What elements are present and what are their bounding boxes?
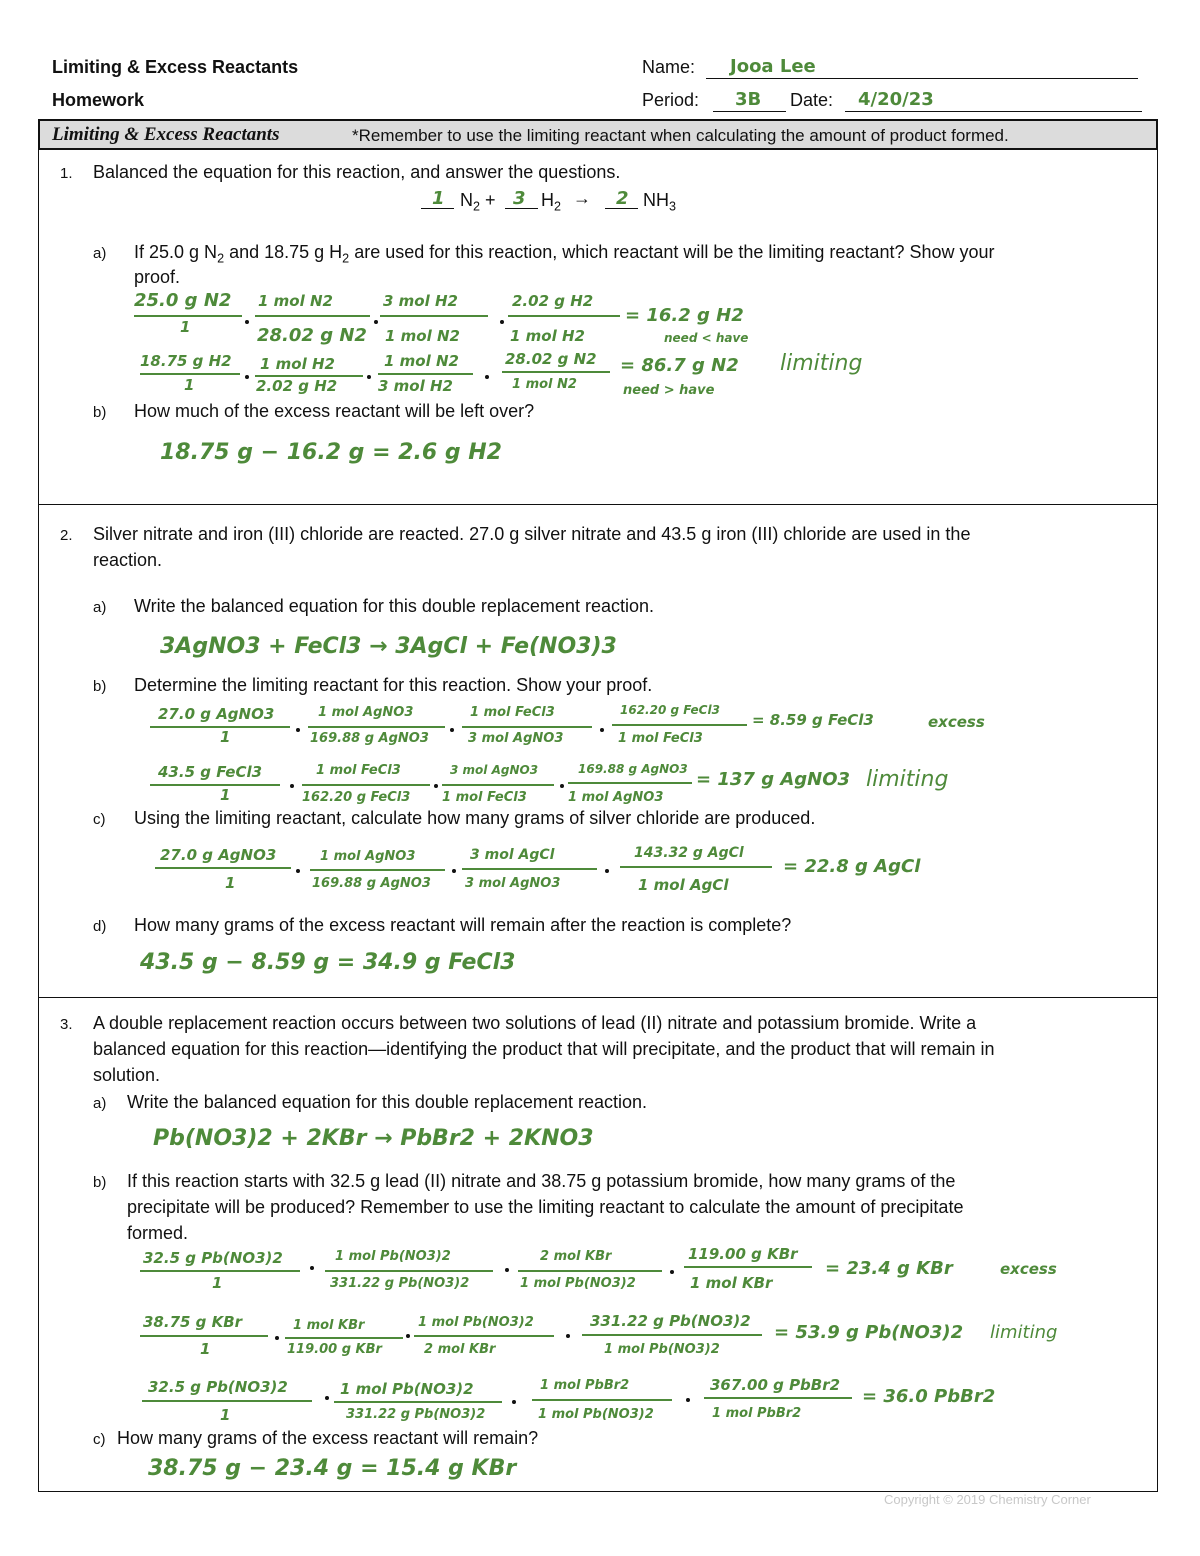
q2-w2-b-den: 162.20 g FeCl3 — [302, 790, 411, 805]
q2-w2-a-den: 1 — [220, 786, 231, 804]
q1-w2-a-bar — [140, 373, 240, 375]
q3a-text: Write the balanced equation for this double replacement reaction. — [127, 1092, 647, 1112]
q3-w1-c-den: 1 mol Pb(NO3)2 — [520, 1276, 636, 1291]
times-dot — [512, 1400, 516, 1404]
times-dot — [600, 728, 604, 732]
q1a-text-cont: proof. — [134, 267, 181, 287]
q3-w1-b-den: 331.22 g Pb(NO3)2 — [330, 1276, 470, 1291]
q2c-w-d-bar — [620, 866, 772, 868]
q1-w2-note: need > have — [623, 383, 715, 398]
q2-w2-result: = 137 g AgNO3 — [696, 769, 851, 790]
q3-w3-d-bar — [704, 1397, 852, 1399]
q3-w3-a-den: 1 — [220, 1406, 231, 1424]
q2-w2-a: 43.5 g FeCl3 — [158, 763, 263, 781]
times-dot — [296, 728, 300, 732]
q3-w2-c: 1 mol Pb(NO3)2 — [418, 1315, 534, 1330]
q1-w2-a: 18.75 g H2 — [140, 352, 232, 370]
q3-w3-d: 367.00 g PbBr2 — [710, 1376, 841, 1394]
q2-w1-c: 1 mol FeCl3 — [470, 705, 555, 720]
q2-w2-c-den: 1 mol FeCl3 — [442, 790, 527, 805]
q2c-w-b: 1 mol AgNO3 — [320, 849, 416, 864]
q2-w2-tag: limiting — [866, 767, 949, 792]
q2c-w-d-den: 1 mol AgCl — [638, 876, 729, 894]
q1-w1-c-bar — [380, 315, 488, 317]
q2c-w-c-bar — [462, 868, 597, 870]
q1-w1-a-den: 1 — [180, 318, 191, 336]
worksheet-subtitle: Homework — [52, 90, 145, 110]
times-dot — [245, 375, 249, 379]
q3-text-3: solution. — [93, 1065, 161, 1085]
q3c-answer: 38.75 g − 23.4 g = 15.4 g KBr — [148, 1456, 517, 1481]
q2c-w-c-den: 3 mol AgNO3 — [465, 876, 561, 891]
q3a-label: a) — [93, 1095, 107, 1112]
worksheet-title: Limiting & Excess Reactants — [52, 57, 299, 77]
q3a-answer: Pb(NO3)2 + 2KBr → PbBr2 + 2KNO3 — [153, 1126, 594, 1151]
q1b-answer: 18.75 g − 16.2 g = 2.6 g H2 — [160, 440, 502, 465]
q3c-label: c) — [93, 1431, 106, 1448]
q3-w2-result: = 53.9 g Pb(NO3)2 — [774, 1322, 964, 1343]
q1-text: Balanced the equation for this reaction, and answer the questions. — [93, 162, 621, 182]
banner-note: *Remember to use the limiting reactant when calculating the amount of product formed. — [352, 126, 1009, 145]
q3-w2-b: 1 mol KBr — [293, 1318, 365, 1333]
q2b-label: b) — [93, 678, 107, 695]
date-label: Date: — [790, 90, 834, 110]
q3-w1-a-bar — [140, 1270, 300, 1272]
q1-w2-a-den: 1 — [184, 376, 195, 394]
times-dot — [374, 320, 378, 324]
date-underline — [845, 111, 1142, 112]
q3-w2-a-bar — [140, 1335, 268, 1337]
times-dot — [450, 728, 454, 732]
times-dot — [686, 1398, 690, 1402]
times-dot — [670, 1270, 674, 1274]
q3-w3-c: 1 mol PbBr2 — [540, 1378, 630, 1393]
q1-w2-c-bar — [378, 373, 473, 375]
q2-w1-tag: excess — [928, 713, 985, 731]
q2c-text: Using the limiting reactant, calculate how many grams of silver chloride are produced. — [134, 808, 816, 828]
q2c-w-a: 27.0 g AgNO3 — [160, 846, 277, 864]
q3-w2-c-bar — [414, 1335, 554, 1337]
q3b-text-2: precipitate will be produced? Remember to use the limiting reactant to calculate the amount of precipitate — [127, 1197, 964, 1217]
coef1-value: 1 — [432, 188, 445, 209]
q3b-text-1: If this reaction starts with 32.5 g lead (II) nitrate and 38.75 g potassium bromide, how many grams of the — [127, 1171, 956, 1191]
q3-w1-b-bar — [325, 1270, 493, 1272]
q3-w2-d-den: 1 mol Pb(NO3)2 — [604, 1342, 720, 1357]
q2-w2-b-bar — [302, 784, 430, 786]
q1-w2-result: = 86.7 g N2 — [620, 355, 739, 376]
q3b-text-3: formed. — [127, 1223, 189, 1243]
q3-w3-b-bar — [334, 1401, 502, 1403]
q3-number: 3. — [60, 1016, 73, 1033]
q3-w1-d-bar — [684, 1266, 812, 1268]
q1-w2-limiting: limiting — [780, 351, 863, 376]
q3-w3-a-bar — [142, 1400, 312, 1402]
q2-w1-d-den: 1 mol FeCl3 — [618, 731, 703, 746]
q2d-text: How many grams of the excess reactant will remain after the reaction is complete? — [134, 915, 792, 935]
times-dot — [290, 784, 294, 788]
q2b-text: Determine the limiting reactant for this reaction. Show your proof. — [134, 675, 653, 695]
q2-w2-d-den: 1 mol AgNO3 — [568, 790, 664, 805]
q2-text-cont: reaction. — [93, 550, 163, 570]
q3-w1-a-den: 1 — [212, 1274, 223, 1292]
q1-w1-d-den: 1 mol H2 — [510, 327, 585, 345]
times-dot — [296, 869, 300, 873]
q3-w2-a: 38.75 g KBr — [143, 1313, 243, 1331]
q3-w2-tag: limiting — [990, 1322, 1058, 1343]
q2a-answer: 3AgNO3 + FeCl3 → 3AgCl + Fe(NO3)3 — [160, 634, 617, 659]
q3-w2-b-bar — [285, 1337, 403, 1339]
q1-w1-d-bar — [508, 315, 620, 317]
q2c-w-a-bar — [155, 867, 291, 869]
coef3-value: 2 — [616, 188, 629, 209]
q1-w1-b-bar — [255, 315, 370, 317]
q2-w1-result: = 8.59 g FeCl3 — [752, 711, 874, 729]
q1a-label: a) — [93, 245, 107, 262]
q2d-answer: 43.5 g − 8.59 g = 34.9 g FeCl3 — [140, 950, 516, 975]
q2-w1-b-bar — [308, 726, 445, 728]
copyright: Copyright © 2019 Chemistry Corner — [884, 1492, 1091, 1507]
times-dot — [325, 1396, 329, 1400]
times-dot — [367, 375, 371, 379]
q2-w1-a-den: 1 — [220, 728, 231, 746]
q3-text-2: balanced equation for this reaction—identifying the product that will precipitate, and the product that will remain in — [93, 1039, 995, 1059]
name-underline — [706, 78, 1138, 79]
q2-w2-b: 1 mol FeCl3 — [316, 763, 401, 778]
q2-w1-b-den: 169.88 g AgNO3 — [310, 731, 429, 746]
q2a-text: Write the balanced equation for this double replacement reaction. — [134, 596, 654, 616]
q3-w2-c-den: 2 mol KBr — [424, 1342, 496, 1357]
q2c-w-c: 3 mol AgCl — [470, 847, 555, 863]
q1-w2-b: 1 mol H2 — [260, 355, 335, 373]
eq-arrow: → — [573, 188, 591, 208]
q3-w1-d-den: 1 mol KBr — [690, 1274, 773, 1292]
q1-w2-b-den: 2.02 g H2 — [256, 377, 338, 395]
q1b-text: How much of the excess reactant will be left over? — [134, 401, 535, 421]
q2-w1-b: 1 mol AgNO3 — [318, 705, 414, 720]
eq-n2: $N_2$ + — [460, 190, 496, 214]
q1-number: 1. — [60, 165, 73, 182]
q3-w2-a-den: 1 — [200, 1340, 211, 1358]
q1-w2-c-den: 3 mol H2 — [378, 377, 453, 395]
name-value: Jooa Lee — [730, 56, 816, 77]
q2-w2-d: 169.88 g AgNO3 — [578, 762, 688, 776]
q2-w1-a: 27.0 g AgNO3 — [158, 705, 275, 723]
q2c-w-a-den: 1 — [225, 874, 236, 892]
times-dot — [245, 320, 249, 324]
q2c-label: c) — [93, 811, 106, 828]
banner-title: Limiting & Excess Reactants — [52, 124, 280, 145]
q2-w1-c-bar — [462, 726, 592, 728]
q2c-w-b-bar — [310, 869, 445, 871]
period-value: 3B — [735, 89, 762, 110]
q2-w2-a-bar — [150, 784, 280, 786]
date-value: 4/20/23 — [858, 89, 934, 110]
q3-w3-d-den: 1 mol PbBr2 — [712, 1406, 802, 1421]
q2-w1-d-bar — [612, 724, 747, 726]
times-dot — [434, 784, 438, 788]
q1-w2-c: 1 mol N2 — [384, 352, 459, 370]
q1a-text: If 25.0 g $N_2$ and 18.75 g $H_2$ are used for this reaction, which reactant will be the limiting reactant? Show your — [134, 242, 995, 266]
q2-text: Silver nitrate and iron (III) chloride are reacted. 27.0 g silver nitrate and 43.5 g iron (III) chloride are used in the — [93, 524, 971, 544]
q1-w1-b-den: 28.02 g N2 — [257, 325, 367, 346]
q3c-text: How many grams of the excess reactant will remain? — [117, 1428, 539, 1448]
q3-w1-c: 2 mol KBr — [540, 1249, 612, 1264]
q1b-label: b) — [93, 404, 107, 421]
q3-w3-c-den: 1 mol Pb(NO3)2 — [538, 1407, 654, 1422]
q3-w1-result: = 23.4 g KBr — [825, 1258, 953, 1279]
q3-w2-b-den: 119.00 g KBr — [287, 1342, 382, 1357]
q1-w1-d: 2.02 g H2 — [512, 292, 594, 310]
q1-w1-note: need < have — [664, 331, 749, 345]
q3-w1-a: 32.5 g Pb(NO3)2 — [143, 1249, 283, 1267]
q2c-w-b-den: 169.88 g AgNO3 — [312, 876, 431, 891]
q3-text-1: A double replacement reaction occurs between two solutions of lead (II) nitrate and potassium bromide. Write a — [93, 1013, 977, 1033]
q3-w2-d-bar — [582, 1334, 762, 1336]
q3-w1-b: 1 mol Pb(NO3)2 — [335, 1249, 451, 1264]
q2-w1-d: 162.20 g FeCl3 — [620, 703, 720, 717]
times-dot — [566, 1334, 570, 1338]
q1-w1-a-bar — [134, 315, 242, 317]
times-dot — [505, 1268, 509, 1272]
q2c-result: = 22.8 g AgCl — [783, 856, 921, 877]
q2-w2-c-bar — [442, 784, 554, 786]
times-dot — [605, 869, 609, 873]
times-dot — [500, 320, 504, 324]
q2-w2-c: 3 mol AgNO3 — [450, 763, 539, 777]
times-dot — [485, 375, 489, 379]
q1-w1-c: 3 mol H2 — [383, 292, 458, 310]
q1-w2-d: 28.02 g N2 — [505, 350, 597, 368]
q3-w1-d: 119.00 g KBr — [688, 1245, 798, 1263]
times-dot — [452, 869, 456, 873]
q2c-w-d: 143.32 g AgCl — [634, 845, 744, 861]
period-underline — [713, 111, 786, 112]
q3-w1-c-bar — [518, 1270, 662, 1272]
q3-w3-b-den: 331.22 g Pb(NO3)2 — [346, 1407, 486, 1422]
q3-w3-c-bar — [532, 1399, 672, 1401]
q3b-label: b) — [93, 1174, 107, 1191]
times-dot — [406, 1334, 410, 1338]
q1-w1-b: 1 mol N2 — [258, 292, 333, 310]
times-dot — [560, 784, 564, 788]
q3-w1-tag: excess — [1000, 1260, 1057, 1278]
q2-w2-d-bar — [568, 782, 692, 784]
q3-w3-result: = 36.0 PbBr2 — [862, 1386, 996, 1407]
times-dot — [310, 1266, 314, 1270]
q1-w2-d-den: 1 mol N2 — [512, 377, 577, 392]
q1-w1-result: = 16.2 g H2 — [625, 305, 744, 326]
eq-nh3: $NH_3$ — [643, 190, 677, 214]
q1-w2-d-bar — [502, 371, 610, 373]
q2-number: 2. — [60, 527, 73, 544]
coef2-value: 3 — [513, 188, 526, 209]
name-label: Name: — [642, 57, 696, 77]
period-label: Period: — [642, 90, 700, 110]
q1-w1-a: 25.0 g N2 — [134, 290, 232, 311]
q2a-label: a) — [93, 599, 107, 616]
q3-w3-b: 1 mol Pb(NO3)2 — [340, 1380, 474, 1398]
q3-w3-a: 32.5 g Pb(NO3)2 — [148, 1378, 288, 1396]
q1-w1-c-den: 1 mol N2 — [385, 327, 460, 345]
q2-w1-c-den: 3 mol AgNO3 — [468, 731, 564, 746]
q2d-label: d) — [93, 918, 107, 935]
q3-w2-d: 331.22 g Pb(NO3)2 — [590, 1312, 751, 1330]
eq-h2: $H_2$ — [541, 190, 562, 214]
times-dot — [275, 1336, 279, 1340]
